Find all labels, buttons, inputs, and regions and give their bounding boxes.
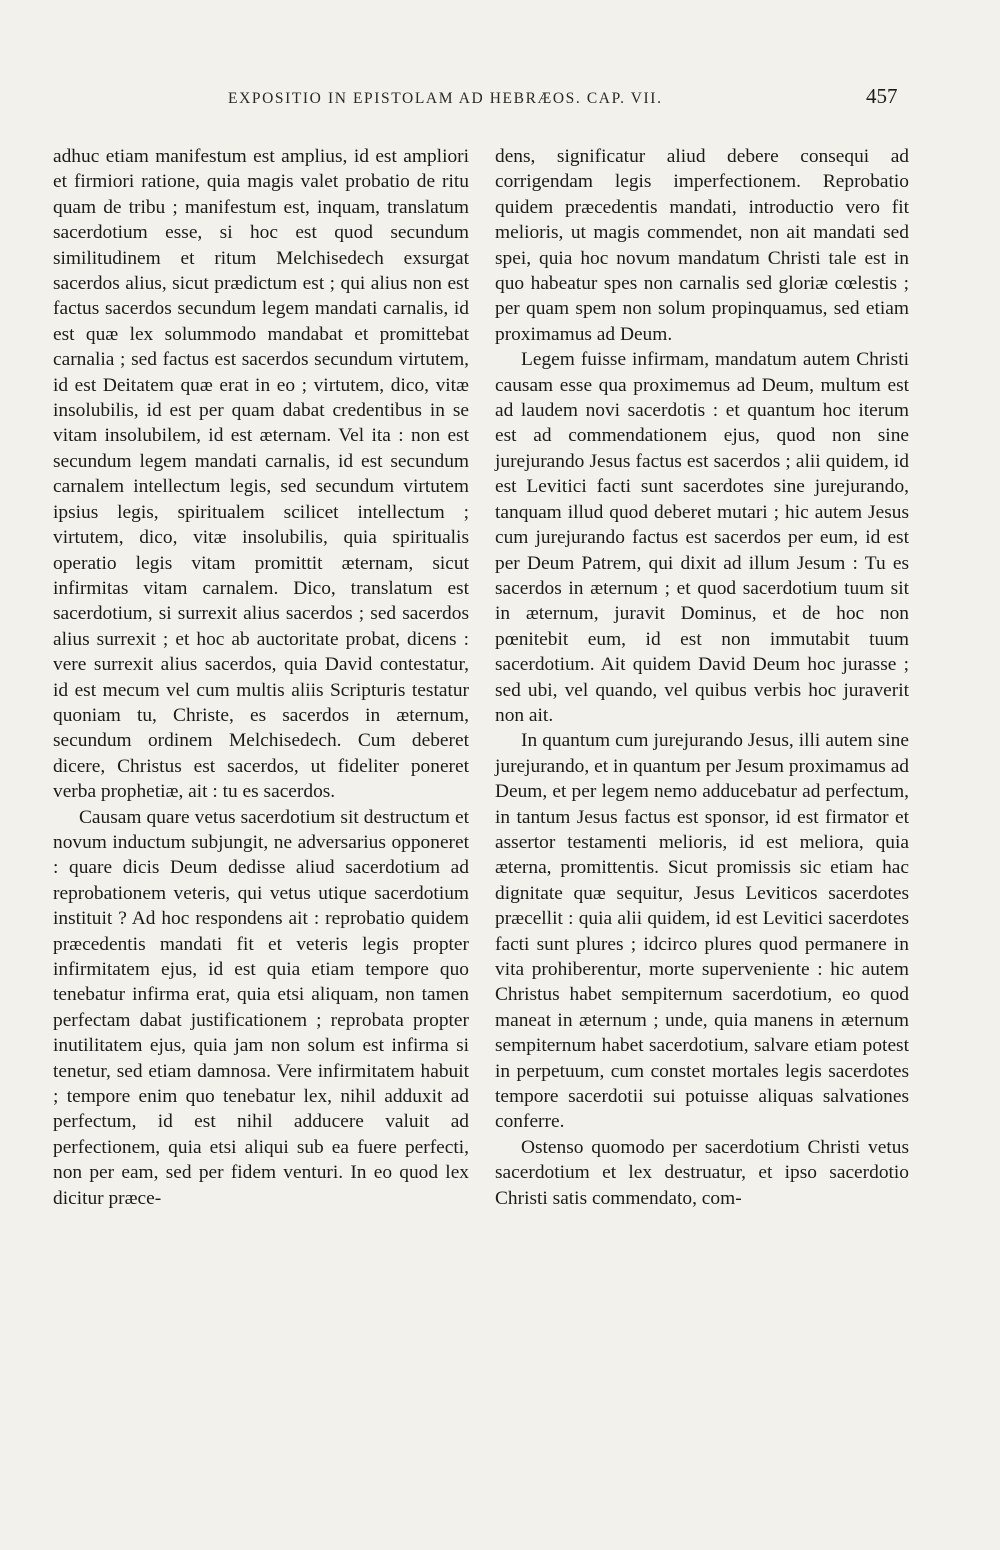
paragraph: Legem fuisse infirmam, mandatum autem Christi causam esse qua proximemus ad Deum, multum est ad laudem novi sacerdotis : et quantum hoc iterum est ad commendationem ejus, quod non sine jurejurando Jesus factus est sacerdos ; alii quidem, id est Levitici facti sunt sacerdotes sine jurejurando, tanquam illud quod deberet mutari ; hic autem Jesus cum jurejurando factus est sacerdos per eum, id est per Deum Patrem, qui dixit ad illum Jesum : Tu es sacerdos in æternum ; et quod sacerdotium tuum sit in æternum, juravit Dominus, et de hoc non pœnitebit eum, id est non immutabit tuum sacerdotium. Ait quidem David Deum hoc jurasse ; sed ubi, vel quando, vel quibus verbis hoc juraverit non ait.	[495, 349, 909, 726]
paragraph: adhuc etiam manifestum est amplius, id est ampliori et firmiori ratione, quia magis valet probatio de ritu quam de tribu ; manifestum est, inquam, translatum sacerdotium esse, si hoc est quod secundum similitudinem et ritum Melchisedech exsurgat sacerdos alius, sicut prædictum est ; qui alius non est factus sacerdos secundum legem mandati carnalis, id est quæ lex solummodo mandabat et promittebat carnalia ; sed factus est sacerdos secundum virtutem, id est Deitatem quæ erat in eo ; virtutem, dico, vitæ insolubilis, id est per quam dabat credentibus in se vitam insolubilem, id est æternam. Vel ita : non est secundum legem mandati carnalis, id est secundum carnalem intellectum legis, sed secundum virtutem ipsius legis, spiritualem scilicet intellectum ; virtutem, dico, vitæ insolubilis, quia spiritualis operatio legis vitam promittit æternam, sicut infirmitas vitam carnalem. Dico, translatum est sacerdotium, si surrexit alius sacerdos ; sed sacerdos alius surrexit ; et hoc ab auctoritate probat, dicens : vere surrexit alius sacerdos, quia David contestatur, id est mecum vel cum multis aliis Scripturis testatur quoniam tu, Christe, es sacerdos in æternum, secundum ordinem Melchisedech. Cum deberet dicere, Christus est sacerdos, ut fideliter poneret verba prophetiæ, ait : tu es sacerdos.	[53, 146, 469, 803]
running-head: EXPOSITIO IN EPISTOLAM AD HEBRÆOS. CAP. VII.	[228, 90, 663, 107]
left-column	[53, 144, 469, 1211]
paragraph: Ostenso quomodo per sacerdotium Christi vetus sacerdotium et lex destruatur, et ipso sacerdotio Christi satis commendato, com-	[495, 1136, 909, 1209]
paragraph: Causam quare vetus sacerdotium sit destructum et novum inductum subjungit, ne adversarius opponeret : quare dicis Deum dedisse aliud sacerdotium ad reprobationem veteris, qui vetus utique sacerdotium instituit ? Ad hoc respondens ait : reprobatio quidem præcedentis mandati fit et veteris legis propter infirmitatem ejus, id est quia etiam tempore quo tenebatur infirma erat, quia etsi aliquam, non tamen perfectam dabat justificationem ; reprobata propter inutilitatem ejus, quia jam non solum est infirma si tenetur, sed etiam damnosa. Vere infirmitatem habuit ; tempore enim quo tenebatur lex, nihil adduxit ad perfectum, id est nihil adducere valuit ad perfectionem, quia etsi aliqui sub ea fuere perfecti, non per eam, sed per fidem venturi. In eo quod lex dicitur præce-	[53, 806, 469, 1209]
page-number: 457	[866, 84, 898, 108]
right-column	[495, 144, 909, 1211]
paragraph: In quantum cum jurejurando Jesus, illi autem sine jurejurando, et in quantum per Jesum proximamus ad Deum, et per legem nemo adducebatur ad perfectum, in tantum Jesus factus est sponsor, id est firmator et assertor testamenti melioris, id est meliora, quia æterna, promittentis. Sicut promissis sic etiam hac dignitate quæ sequitur, Jesus Leviticos sacerdotes præcellit : quia alii quidem, id est Levitici sacerdotes facti sunt plures ; idcirco plures quod permanere in vita prohiberentur, morte superveniente : hic autem Christus habet sempiternum sacerdotium, eo quod maneat in æternum ; unde, quia manens in æternum sempiternum habet sacerdotium, salvare etiam potest in perpetuum, cum constet mortales legis sacerdotes tempore sacerdotii sui potuisse aliquas salvationes conferre.	[495, 730, 909, 1133]
paragraph: dens, significatur aliud debere consequi ad corrigendam legis imperfectionem. Reprobatio quidem præcedentis mandati, introductio vero fit melioris, ut magis commendet, non ait mandati sed spei, quia hoc novum mandatum Christi tale est in quo habeatur spes non carnalis sed gloriæ cœlestis ; per quam spem non solum propinquamus, sed etiam proximamus ad Deum.	[495, 146, 909, 345]
